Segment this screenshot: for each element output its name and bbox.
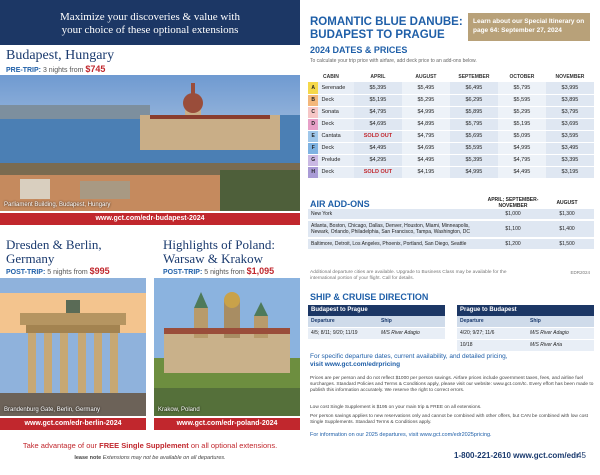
itinerary-title-line1: ROMANTIC BLUE DANUBE: — [310, 16, 463, 28]
deck-name: Deck — [318, 94, 353, 106]
budapest-photo — [0, 75, 300, 211]
price-row — [308, 130, 594, 142]
btp-row — [308, 328, 445, 339]
poland-posttrip-tag: POST-TRIP: — [163, 269, 203, 276]
header-april: APRIL — [370, 74, 386, 80]
price-row — [308, 166, 594, 178]
single-supplement-note — [0, 441, 300, 450]
dresden-title — [6, 238, 102, 266]
deck-name: Deck — [318, 118, 353, 130]
price-cell: $4,995 — [498, 142, 546, 154]
berlin-url[interactable]: www.gct.com/edr-berlin-2024 — [0, 418, 146, 430]
price-cell: $3,695 — [546, 118, 594, 130]
price-row — [308, 82, 594, 94]
poland-nights: 5 nights from — [204, 269, 245, 276]
price-cell: $5,095 — [498, 130, 546, 142]
price-cell: $4,895 — [402, 118, 450, 130]
ptb-title: Prague to Budapest — [457, 305, 594, 316]
ptb-row1-ship: M/S River Adagio — [530, 330, 569, 336]
pretrip-tag: PRE-TRIP: — [6, 67, 41, 74]
edr-code: EDR2024 — [570, 270, 590, 275]
disclaimer-bold: lease note — [74, 455, 102, 461]
price-row — [308, 142, 594, 154]
price-table-body — [308, 82, 594, 178]
budapest-to-prague-table — [308, 305, 445, 339]
header-october: OCTOBER — [509, 74, 535, 80]
ptb-h1: Departure — [460, 318, 484, 324]
air-header — [308, 197, 594, 209]
deck-name: Prelude — [318, 154, 353, 166]
air-header-2: AUGUST — [556, 200, 578, 206]
cabin-category: C — [308, 106, 318, 118]
price-cell: $4,195 — [402, 166, 450, 178]
deck-name: Deck — [318, 166, 353, 178]
ptb-row — [457, 328, 594, 339]
ptb-row1-departure: 4/20; 9/27; 11/6 — [460, 330, 495, 336]
cabin-category: E — [308, 130, 318, 142]
price-cell: $5,595 — [498, 94, 546, 106]
extensions-header — [0, 0, 300, 45]
price-cell: $5,695 — [450, 130, 498, 142]
price-cell: $5,195 — [354, 94, 402, 106]
ptb-row2-departure: 10/18 — [460, 342, 473, 348]
price-table-header — [308, 72, 594, 82]
dresden-title-line2: Germany — [6, 251, 55, 266]
header-line1: Maximize your discoveries & value with — [60, 11, 240, 23]
ship-direction-title: SHIP & CRUISE DIRECTION — [310, 292, 429, 302]
cabin-category: G — [308, 154, 318, 166]
price-cell: $5,795 — [450, 118, 498, 130]
budapest-nights: 3 nights from — [42, 67, 84, 74]
cabin-category: H — [308, 166, 318, 178]
pricing-info-link[interactable]: visit www.gct.com/edrpricing — [310, 361, 401, 368]
price-cell: $5,295 — [402, 94, 450, 106]
price-cell: $5,895 — [450, 106, 498, 118]
dresden-subtitle — [6, 266, 110, 276]
cabin-category: F — [308, 142, 318, 154]
price-cell: $4,495 — [498, 166, 546, 178]
air-city: Baltimore, Detroit, Los Angeles, Phoenix, Portland, San Diego, Seattle — [308, 238, 486, 250]
header-cabin: CABIN — [323, 74, 339, 80]
price-cell: $3,495 — [546, 142, 594, 154]
budapest-price: $745 — [85, 64, 106, 74]
poland-title-line1: Highlights of Poland: — [163, 237, 275, 252]
fine-print-3: Per person savings applies to new reservations only and cannot be combined with other offers, but CAN be combined with low cost Single Supplements. Standard Terms & Conditions apply. — [310, 414, 589, 425]
price-cell: $3,795 — [546, 106, 594, 118]
price-cell: $3,895 — [546, 94, 594, 106]
dresden-price: $995 — [89, 266, 110, 276]
price-table — [308, 72, 594, 179]
cabin-category: B — [308, 94, 318, 106]
air-row — [308, 238, 594, 250]
price-cell: $4,995 — [450, 166, 498, 178]
pricing-info — [310, 353, 595, 369]
price-cell: $5,395 — [354, 82, 402, 94]
right-page — [302, 0, 600, 475]
header-line2: your choice of these optional extensions — [61, 24, 239, 36]
air-addons-title: AIR ADD-ONS — [310, 199, 370, 209]
poland-title-line2: Warsaw & Krakow — [163, 251, 264, 266]
header-november: NOVEMBER — [555, 74, 585, 80]
dresden-nights: 5 nights from — [47, 269, 88, 276]
fine-print-2: Low cost Single Supplement is $195 on your main trip & FREE on all extensions. — [310, 405, 482, 410]
air-row — [308, 220, 594, 238]
deck-name: Deck — [318, 142, 353, 154]
disclaimer-text: Extensions may not be available on all departures. — [102, 455, 226, 461]
extensions-disclaimer — [0, 455, 300, 461]
krakow-photo — [154, 278, 300, 416]
poland-url[interactable]: www.gct.com/edr-poland-2024 — [154, 418, 300, 430]
btp-row-ship: M/S River Adagio — [381, 330, 420, 336]
price-cell: $4,795 — [354, 106, 402, 118]
air-price-a: $1,200 — [486, 238, 540, 250]
special-itinerary-callout: Learn about our Special Itinerary on page 64: September 27, 2024 — [468, 13, 590, 41]
dates-prices-title: 2024 DATES & PRICES — [310, 45, 408, 55]
air-price-b: $1,400 — [540, 220, 594, 238]
btp-h1: Departure — [311, 318, 335, 324]
price-cell: $4,795 — [498, 154, 546, 166]
ptb-h2: Ship — [530, 318, 541, 324]
krakow-caption: Krakow, Poland — [158, 407, 200, 413]
footer-post: on all optional extensions. — [190, 441, 278, 450]
footer-pre: Take advantage of our — [22, 441, 98, 450]
dresden-posttrip-tag: POST-TRIP: — [6, 269, 46, 276]
btp-row-departure: 4/5; 8/11; 9/20; 11/19 — [311, 330, 358, 336]
cabin-category: D — [308, 118, 318, 130]
pricing-info-line1: For specific departure dates, current availability, and detailed pricing, — [310, 353, 508, 360]
air-addons-note: Additional departure cities are available. Upgrade to Business Class may be available for the international portion of your flight. Call for details. — [310, 270, 507, 281]
poland-subtitle — [163, 266, 274, 276]
deck-name: Sonata — [318, 106, 353, 118]
air-addons-table — [308, 197, 594, 251]
poland-title — [163, 238, 275, 266]
price-cell: $3,195 — [546, 166, 594, 178]
air-city: Atlanta, Boston, Chicago, Dallas, Denver, Houston, Miami, Minneapolis, Newark, Orlando, Philadelphia, San Francisco, Tampa, Washington, DC — [308, 220, 486, 238]
price-cell: $4,495 — [402, 154, 450, 166]
ptb-row — [457, 340, 594, 351]
price-cell: $5,295 — [498, 106, 546, 118]
budapest-title: Budapest, Hungary — [6, 48, 115, 63]
price-cell: $4,695 — [354, 118, 402, 130]
air-price-a: $1,000 — [486, 209, 540, 220]
info-2025[interactable]: For information on our 2025 departures, visit www.gct.com/edr2025pricing. — [310, 432, 492, 438]
air-price-b: $1,300 — [540, 209, 594, 220]
price-cell: SOLD OUT — [354, 166, 402, 178]
header-september: SEPTEMBER — [458, 74, 490, 80]
price-cell: $6,295 — [450, 94, 498, 106]
deck-name: Serenade — [318, 82, 353, 94]
btp-h2: Ship — [381, 318, 392, 324]
price-cell: $3,995 — [546, 82, 594, 94]
price-cell: $5,195 — [498, 118, 546, 130]
price-cell: $5,795 — [498, 82, 546, 94]
cabin-category: A — [308, 82, 318, 94]
price-row — [308, 94, 594, 106]
price-row — [308, 106, 594, 118]
air-table-body — [308, 209, 594, 250]
header-august: AUGUST — [415, 74, 437, 80]
berlin-caption: Brandenburg Gate, Berlin, Germany — [4, 407, 101, 413]
price-cell: $5,595 — [450, 142, 498, 154]
price-row — [308, 118, 594, 130]
contact-line[interactable]: 1-800-221-2610 www.gct.com/edr — [454, 451, 580, 460]
price-cell: $3,395 — [546, 154, 594, 166]
itinerary-title-line2: BUDAPEST TO PRAGUE — [310, 29, 445, 41]
btp-header — [308, 316, 445, 327]
price-cell: $3,595 — [546, 130, 594, 142]
dates-prices-note: To calculate your trip price with airfare, add deck price to an add-ons below. — [310, 58, 477, 64]
air-price-b: $1,500 — [540, 238, 594, 250]
price-cell: $6,495 — [450, 82, 498, 94]
ptb-header — [457, 316, 594, 327]
berlin-photo — [0, 278, 146, 416]
itinerary-title — [310, 16, 470, 42]
price-cell: $4,495 — [354, 142, 402, 154]
price-cell: $4,695 — [402, 142, 450, 154]
deck-name: Cantata — [318, 130, 353, 142]
price-cell: $5,395 — [450, 154, 498, 166]
air-city: New York — [308, 209, 486, 220]
price-cell: SOLD OUT — [354, 130, 402, 142]
air-header-1: APRIL; SEPTEMBER-NOVEMBER — [487, 197, 539, 209]
footer-bold: FREE Single Supplement — [99, 441, 189, 450]
btp-title: Budapest to Prague — [308, 305, 445, 316]
price-cell: $4,295 — [354, 154, 402, 166]
price-cell: $4,995 — [402, 106, 450, 118]
ptb-row2-ship: M/S River Aria — [530, 342, 563, 348]
budapest-subtitle — [6, 64, 105, 74]
fine-print-1: Prices are per person and do not reflect $1000 per person savings. Airfare prices include government taxes, fees, and airline fuel surcharges. Standard Policies and Terms & Conditions apply, please visit our website: www.gct.com/tc. Every effort has been made to publish this information accurately. We reserve the right to correct errors. — [310, 376, 594, 393]
prague-to-budapest-table — [457, 305, 594, 351]
budapest-caption: Parliament Building, Budapest, Hungary — [4, 202, 111, 208]
price-cell: $4,795 — [402, 130, 450, 142]
price-cell: $5,495 — [402, 82, 450, 94]
budapest-url[interactable]: www.gct.com/edr-budapest-2024 — [0, 213, 300, 225]
dresden-title-line1: Dresden & Berlin, — [6, 237, 102, 252]
poland-price: $1,095 — [246, 266, 275, 276]
price-row — [308, 154, 594, 166]
air-row — [308, 209, 594, 220]
page-number: 45 — [577, 451, 586, 460]
air-price-a: $1,100 — [486, 220, 540, 238]
